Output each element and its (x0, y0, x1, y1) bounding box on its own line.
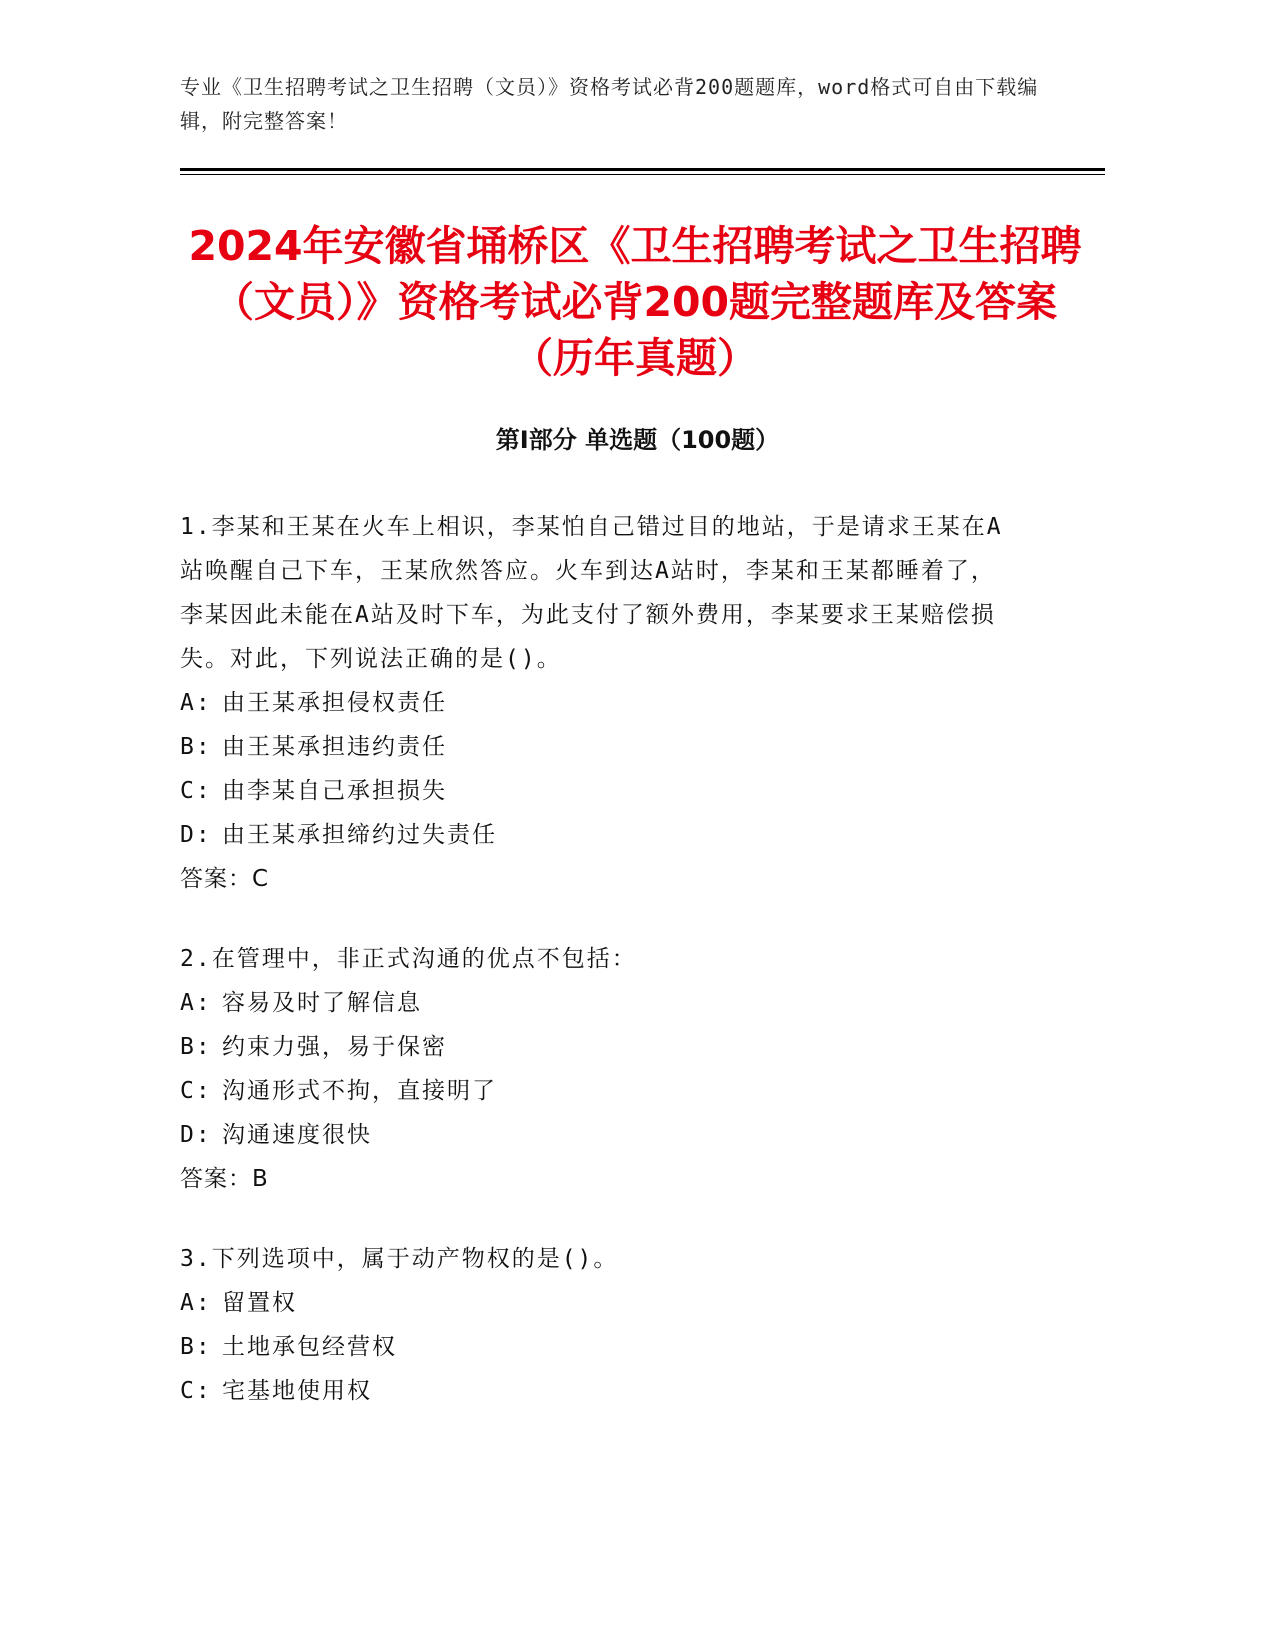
option-text: 由李某自己承担损失 (222, 778, 447, 804)
option-key: C: (180, 1378, 212, 1404)
option-key: D: (180, 1122, 212, 1148)
option-key: A: (180, 990, 212, 1016)
option-key: B: (180, 1334, 212, 1360)
option-c (180, 1369, 1020, 1413)
option-text: 留置权 (222, 1290, 297, 1316)
option-b (180, 1025, 1020, 1069)
option-text: 沟通速度很快 (222, 1122, 372, 1148)
option-key: C: (180, 1078, 212, 1104)
option-c (180, 1069, 1020, 1113)
document-title: 2024年安徽省埇桥区《卫生招聘考试之卫生招聘（文员）》资格考试必背200题完整题库及答案（历年真题） (188, 222, 1082, 382)
header-divider-thin (180, 174, 1105, 175)
answer: 答案：B (180, 1166, 269, 1192)
option-key: A: (180, 690, 212, 716)
header-divider-thick (180, 168, 1105, 171)
section-heading: 第Ⅰ部分 单选题（100题） (495, 426, 780, 454)
option-c (180, 769, 1020, 813)
question-3 (180, 1237, 1020, 1413)
option-text: 容易及时了解信息 (222, 990, 422, 1016)
option-a (180, 981, 1020, 1025)
option-a (180, 681, 1020, 725)
question-list (180, 505, 1020, 1449)
question-2 (180, 937, 1020, 1201)
option-text: 由王某承担违约责任 (222, 734, 447, 760)
option-key: B: (180, 1034, 212, 1060)
header-note: 专业《卫生招聘考试之卫生招聘（文员）》资格考试必背200题题库，word格式可自由下载编辑，附完整答案！ (180, 75, 1039, 133)
question-stem: 3.下列选项中，属于动产物权的是()。 (180, 1246, 619, 1272)
option-a (180, 1281, 1020, 1325)
option-b (180, 725, 1020, 769)
question-1 (180, 505, 1020, 901)
option-key: B: (180, 734, 212, 760)
option-d (180, 813, 1020, 857)
option-text: 沟通形式不拘，直接明了 (222, 1078, 497, 1104)
option-key: D: (180, 822, 212, 848)
option-text: 土地承包经营权 (222, 1334, 397, 1360)
option-text: 由王某承担缔约过失责任 (222, 822, 497, 848)
option-d (180, 1113, 1020, 1157)
question-stem: 1.李某和王某在火车上相识，李某怕自己错过目的地站，于是请求王某在A站唤醒自己下车，王某欣然答应。火车到达A站时，李某和王某都睡着了，李某因此未能在A站及时下车，为此支付了额外费用，李某要求王某赔偿损失。对此，下列说法正确的是()。 (180, 514, 1003, 672)
option-text: 约束力强，易于保密 (222, 1034, 447, 1060)
answer: 答案：C (180, 866, 270, 892)
option-b (180, 1325, 1020, 1369)
question-stem: 2.在管理中，非正式沟通的优点不包括： (180, 946, 637, 972)
option-text: 宅基地使用权 (222, 1378, 372, 1404)
option-key: C: (180, 778, 212, 804)
option-key: A: (180, 1290, 212, 1316)
option-text: 由王某承担侵权责任 (222, 690, 447, 716)
